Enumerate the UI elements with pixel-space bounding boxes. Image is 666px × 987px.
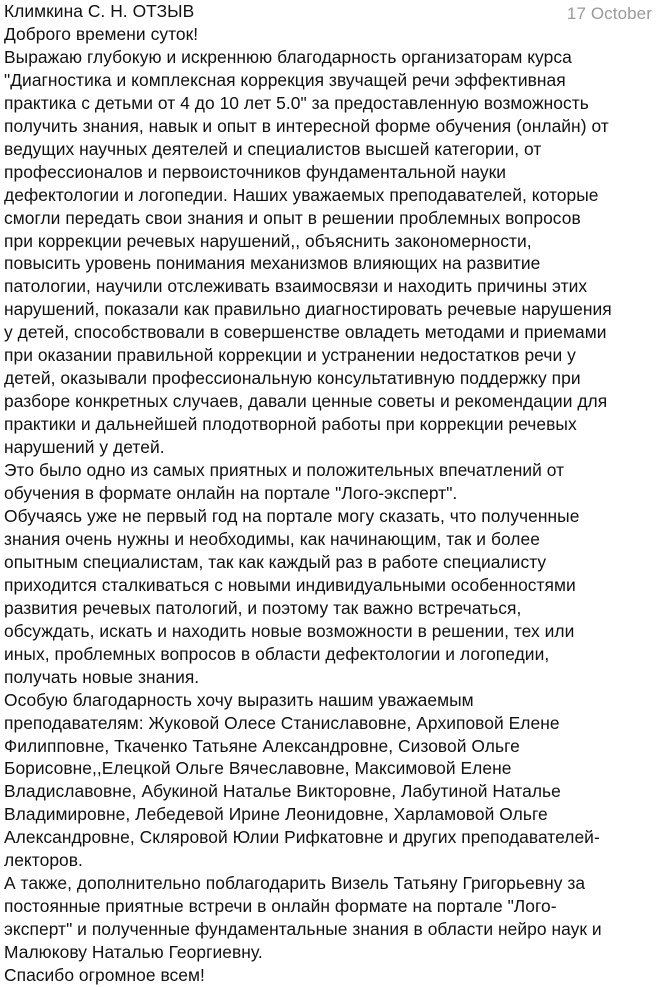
note-line: Это было одно из самых приятных и положительных впечатлений от xyxy=(4,460,565,481)
note-title-line: Климкина С. Н. ОТЗЫВ xyxy=(4,1,195,21)
note-line: нарушений, показали как правильно диагностировать речевые нарушения xyxy=(4,299,612,320)
note-line: получить знания, навык и опыт в интересной форме обучения (онлайн) от xyxy=(4,115,609,136)
note-line: эксперт" и полученные фундаментальные знания в области нейро наук и xyxy=(4,919,602,940)
note-line: обсуждать, искать и находить новые возможности в решении, тех или xyxy=(4,620,575,641)
note-line: смогли передать свои знания и опыт в решении проблемных вопросов xyxy=(4,207,581,228)
note-line: "Диагностика и комплексная коррекция звучащей речи эффективная xyxy=(4,69,566,90)
note-line: патологии, научили отслеживать взаимосвязи и находить причины этих xyxy=(4,276,588,297)
note-line: у детей, способствовали в совершенстве овладеть методами и приемами xyxy=(4,322,607,343)
note-body[interactable] xyxy=(4,0,662,987)
note-line: практика с детьми от 4 до 10 лет 5.0" за предоставленную возможность xyxy=(4,92,589,113)
note-line: лекторов. xyxy=(4,850,83,871)
note-line: Доброго времени суток! xyxy=(4,23,199,44)
note-line: постоянные приятные встречи в онлайн формате на портале "Лого- xyxy=(4,896,557,917)
note-line: при оказании правильной коррекции и устранении недостатков речи у xyxy=(4,345,576,366)
note-line: Малюкову Наталью Георгиевну. xyxy=(4,942,263,963)
note-line: ведущих научных деятелей и специалистов высшей категории, от xyxy=(4,138,542,159)
note-line: обучения в формате онлайн на портале "Лого-эксперт". xyxy=(4,483,458,504)
note-line: иных, проблемных вопросов в области дефектологии и логопедии, xyxy=(4,643,550,664)
note-line: опытным специалистам, так как каждый раз в работе специалисту xyxy=(4,551,547,572)
note-line: приходится сталкиваться с новыми индивидуальными особенностями xyxy=(4,574,576,595)
note-line: разборе конкретных случаев, давали ценные советы и рекомендации для xyxy=(4,391,608,412)
note-line: дефектологии и логопедии. Наших уважаемых преподавателей, которые xyxy=(4,184,599,205)
note-line: Александровне, Скляровой Юлии Рифкатовне и других преподавателей- xyxy=(4,827,600,848)
note-line: знания очень нужны и необходимы, как начинающим, так и более xyxy=(4,528,540,549)
note-date: 17 October xyxy=(566,4,652,23)
note-line: А также, дополнительно поблагодарить Визель Татьяну Григорьевну за xyxy=(4,873,586,894)
note-line: при коррекции речевых нарушений,, объяснить закономерности, xyxy=(4,230,532,251)
note-line: Обучаясь уже не первый год на портале могу сказать, что полученные xyxy=(4,505,580,526)
note-line: Выражаю глубокую и искреннюю благодарность организаторам курса xyxy=(4,46,572,67)
note-line: практики и дальнейшей плодотворной работы при коррекции речевых xyxy=(4,414,577,435)
note-line: Борисовне,,Елецкой Ольге Вячеславовне, Максимовой Елене xyxy=(4,758,512,779)
note-line: получать новые знания. xyxy=(4,666,200,687)
note-line: детей, оказывали профессиональную консультативную поддержку при xyxy=(4,368,581,389)
note-line: Владиславовне, Абукиной Наталье Викторовне, Лабутиной Наталье xyxy=(4,781,561,802)
note-line: нарушений у детей. xyxy=(4,437,165,458)
note-line: Особую благодарность хочу выразить нашим уважаемым xyxy=(4,689,474,710)
note-line: Владимировне, Лебедевой Ирине Леонидовне, Харламовой Ольге xyxy=(4,804,548,825)
note-line: профессионалов и первоисточников фундаментальной науки xyxy=(4,161,507,182)
note-line: преподавателям: Жуковой Олесе Станиславовне, Архиповой Елене xyxy=(4,712,560,733)
note-line: Филипповне, Ткаченко Татьяне Александровне, Сизовой Ольге xyxy=(4,735,520,756)
note-line: повысить уровень понимания механизмов влияющих на развитие xyxy=(4,253,541,274)
note-line: развития речевых патологий, и поэтому так важно встречаться, xyxy=(4,597,522,618)
note-line: Спасибо огромное всем! xyxy=(4,965,205,986)
